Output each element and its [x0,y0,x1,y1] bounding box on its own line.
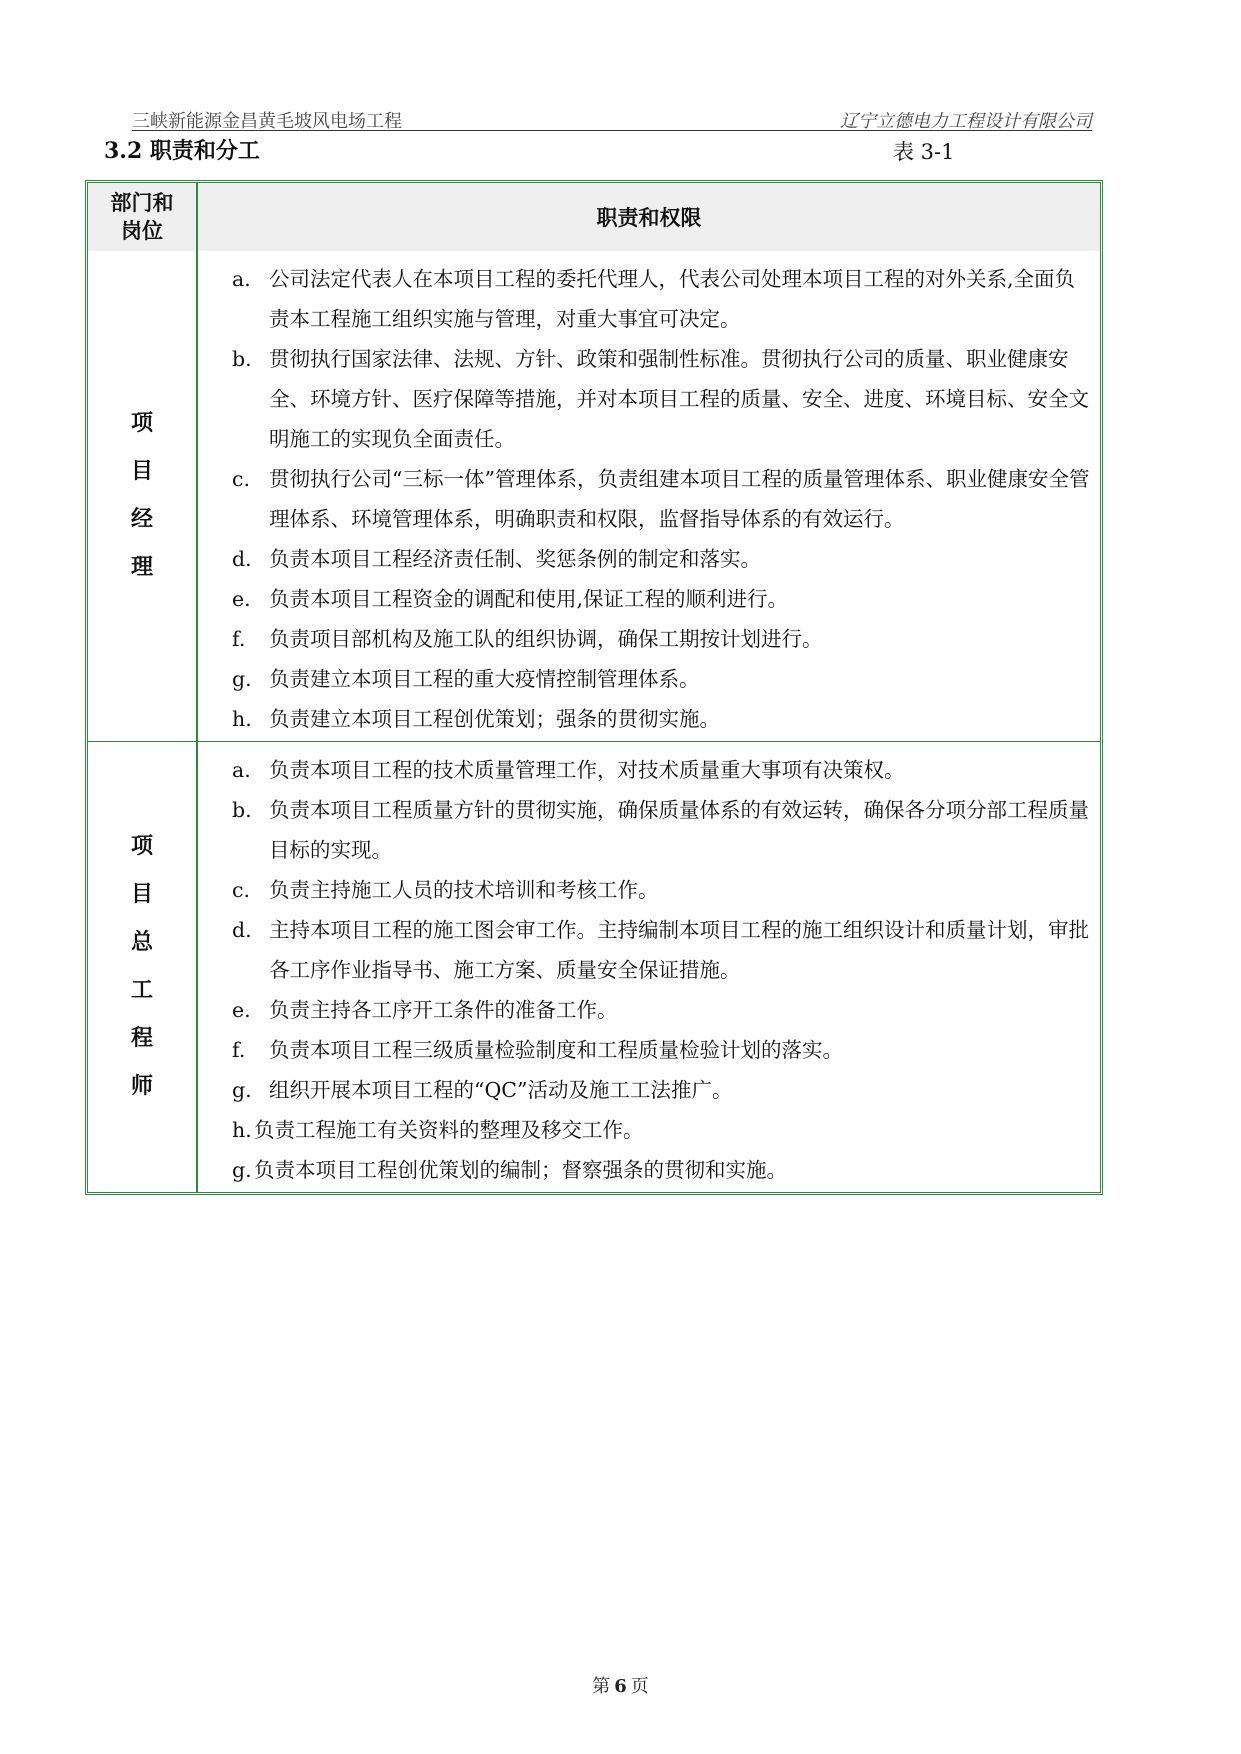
duty-item [232,579,1094,619]
duty-text: 公司法定代表人在本项目工程的委托代理人，代表公司处理本项目工程的对外关系,全面负责本工程施工组织实施与管理，对重大事宜可决定。 [269,267,1076,331]
duty-item [232,790,1094,870]
duty-text: 主持本项目工程的施工图会审工作。主持编制本项目工程的施工组织设计和质量计划，审批各工序作业指导书、施工方案、质量安全保证措施。 [269,918,1089,982]
duty-item [232,619,1094,659]
duty-item [232,1030,1094,1070]
duty-marker: b. [232,798,252,822]
duty-list [198,742,1100,1192]
dept-label [131,400,153,592]
duty-text: 贯彻执行国家法律、法规、方针、政策和强制性标准。贯彻执行公司的质量、职业健康安全、环境方针、医疗保障等措施，并对本项目工程的质量、安全、进度、环境目标、安全文明施工的实现负全面责任。 [269,347,1089,451]
duty-marker: c. [232,467,250,491]
duty-item [232,699,1094,739]
duty-item [232,539,1094,579]
table-header-row [88,183,1100,251]
header-duty-cell [198,183,1100,251]
duty-marker: a. [232,267,251,291]
duty-marker: f. [232,627,246,651]
duty-text: 负责本项目工程质量方针的贯彻实施，确保质量体系的有效运转，确保各分项分部工程质量目标的实现。 [269,798,1089,862]
table-label: 表 3-1 [893,140,955,164]
header-dept-label: 部门和岗位 [110,191,174,243]
dept-char: 目 [130,882,153,907]
duty-marker: h. [232,707,252,731]
dept-char: 经 [130,507,153,532]
duty-item [232,990,1094,1030]
dept-char: 项 [130,411,153,436]
dept-char: 理 [130,555,153,580]
duty-marker: g. [232,1078,252,1102]
duty-marker: d. [232,918,252,942]
duty-item [232,339,1094,459]
table-row [88,741,1100,1192]
duty-item [232,910,1094,990]
duty-item [232,259,1094,339]
duty-marker: f. [232,1038,246,1062]
duty-text: 负责主持各工序开工条件的准备工作。 [269,998,618,1022]
dept-char: 程 [130,1026,153,1051]
page-suffix: 页 [630,1676,649,1697]
duty-text: 负责本项目工程的技术质量管理工作，对技术质量重大事项有决策权。 [269,758,905,782]
duty-text: 负责工程施工有关资料的整理及移交工作。 [254,1118,644,1142]
header-duty-label: 职责和权限 [596,206,702,230]
duty-cell [198,251,1100,741]
duty-item [232,659,1094,699]
duty-marker: c. [232,878,250,902]
duty-item [232,750,1094,790]
project-name: 三峡新能源金昌黄毛坡风电场工程 [132,111,402,132]
duty-marker: a. [232,758,251,782]
section-title: 3.2 职责和分工 [104,138,260,164]
dept-char: 项 [130,834,153,859]
page-number: 6 [614,1676,627,1697]
duty-text: 负责建立本项目工程创优策划；强条的贯彻实施。 [269,707,720,731]
dept-char: 工 [130,978,153,1003]
duty-text: 负责本项目工程三级质量检验制度和工程质量检验计划的落实。 [269,1038,843,1062]
table-body [88,251,1100,1192]
dept-label [131,823,153,1111]
dept-char: 师 [130,1074,153,1099]
duty-item [232,870,1094,910]
page-header [132,104,1092,131]
table-row [88,251,1100,741]
dept-char: 总 [130,930,153,955]
duty-item [232,1070,1094,1110]
duty-item [232,459,1094,539]
duty-item [232,1150,1094,1190]
duty-marker: e. [232,587,251,611]
duty-marker: e. [232,998,251,1022]
duty-marker: h. [232,1118,252,1142]
page-prefix: 第 [592,1676,611,1697]
dept-cell [88,742,198,1192]
page-footer [0,1672,1241,1698]
dept-char: 目 [130,459,153,484]
duty-cell [198,742,1100,1192]
duty-marker: b. [232,347,252,371]
dept-cell [88,251,198,741]
company-name: 辽宁立德电力工程设计有限公司 [840,111,1092,132]
duty-item [232,1110,1094,1150]
duty-text: 负责项目部机构及施工队的组织协调，确保工期按计划进行。 [269,627,823,651]
duty-text: 贯彻执行公司“三标一体”管理体系，负责组建本项目工程的质量管理体系、职业健康安全管理体系、环境管理体系，明确职责和权限，监督指导体系的有效运行。 [269,467,1090,531]
duty-text: 组织开展本项目工程的“QC”活动及施工工法推广。 [269,1078,733,1102]
duty-text: 负责建立本项目工程的重大疫情控制管理体系。 [269,667,700,691]
duty-text: 负责本项目工程创优策划的编制；督察强条的贯彻和实施。 [254,1158,787,1182]
duty-text: 负责本项目工程资金的调配和使用,保证工程的顺利进行。 [269,587,789,611]
duty-text: 负责主持施工人员的技术培训和考核工作。 [269,878,659,902]
responsibility-table [85,180,1103,1195]
duty-marker: g. [232,1158,252,1182]
duty-marker: d. [232,547,252,571]
duty-text: 负责本项目工程经济责任制、奖惩条例的制定和落实。 [269,547,761,571]
duty-marker: g. [232,667,252,691]
duty-list [198,251,1100,741]
header-dept-cell [88,183,198,251]
